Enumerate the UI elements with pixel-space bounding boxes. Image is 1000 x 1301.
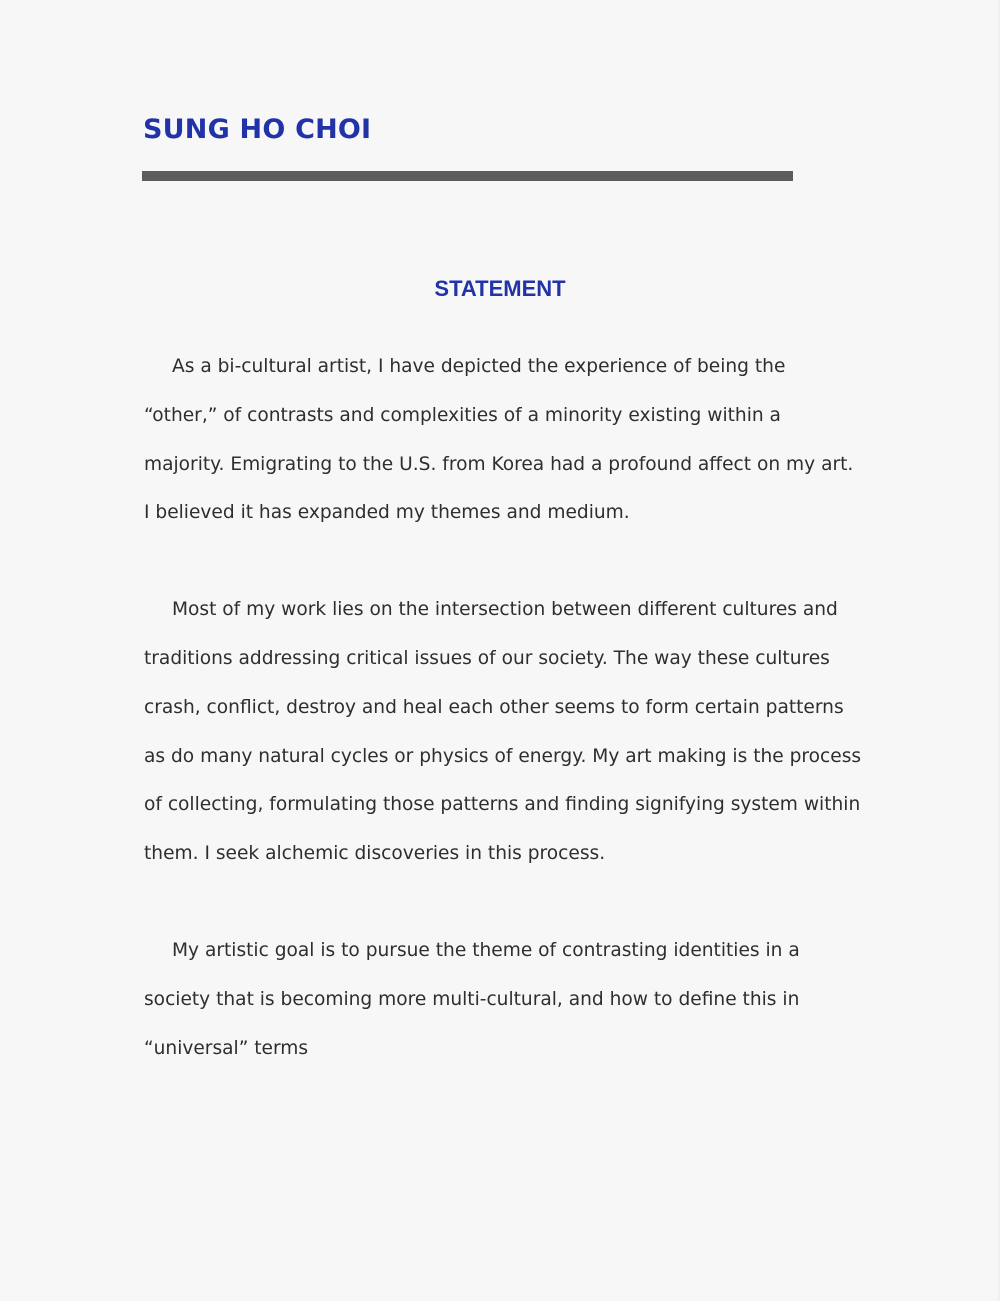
redacted-contact-line <box>142 171 793 181</box>
statement-paragraph-1: As a bi-cultural artist, I have depicted the experience of being the “other,” of contrasts and complexities of a minority existing within a majority. Emigrating to the U.S. from Korea had a profound affect on my art. I believed it has expanded my themes and medium. <box>144 356 854 524</box>
statement-heading: STATEMENT <box>434 276 566 301</box>
statement-paragraph-3: My artistic goal is to pursue the theme of contrasting identities in a society that is becoming more multi-cultural, and how to define this in “universal” terms <box>144 939 800 1059</box>
author-name: SUNG HO CHOI <box>143 114 372 145</box>
statement-body <box>144 343 864 1073</box>
statement-paragraph-2: Most of my work lies on the intersection between different cultures and traditions addressing critical issues of our society. The way these cultures crash, conflict, destroy and heal each other seems to form certain patterns as do many natural cycles or physics of energy. My art making is the process of collecting, formulating those patterns and finding signifying system within them. I seek alchemic discoveries in this process. <box>144 599 862 865</box>
